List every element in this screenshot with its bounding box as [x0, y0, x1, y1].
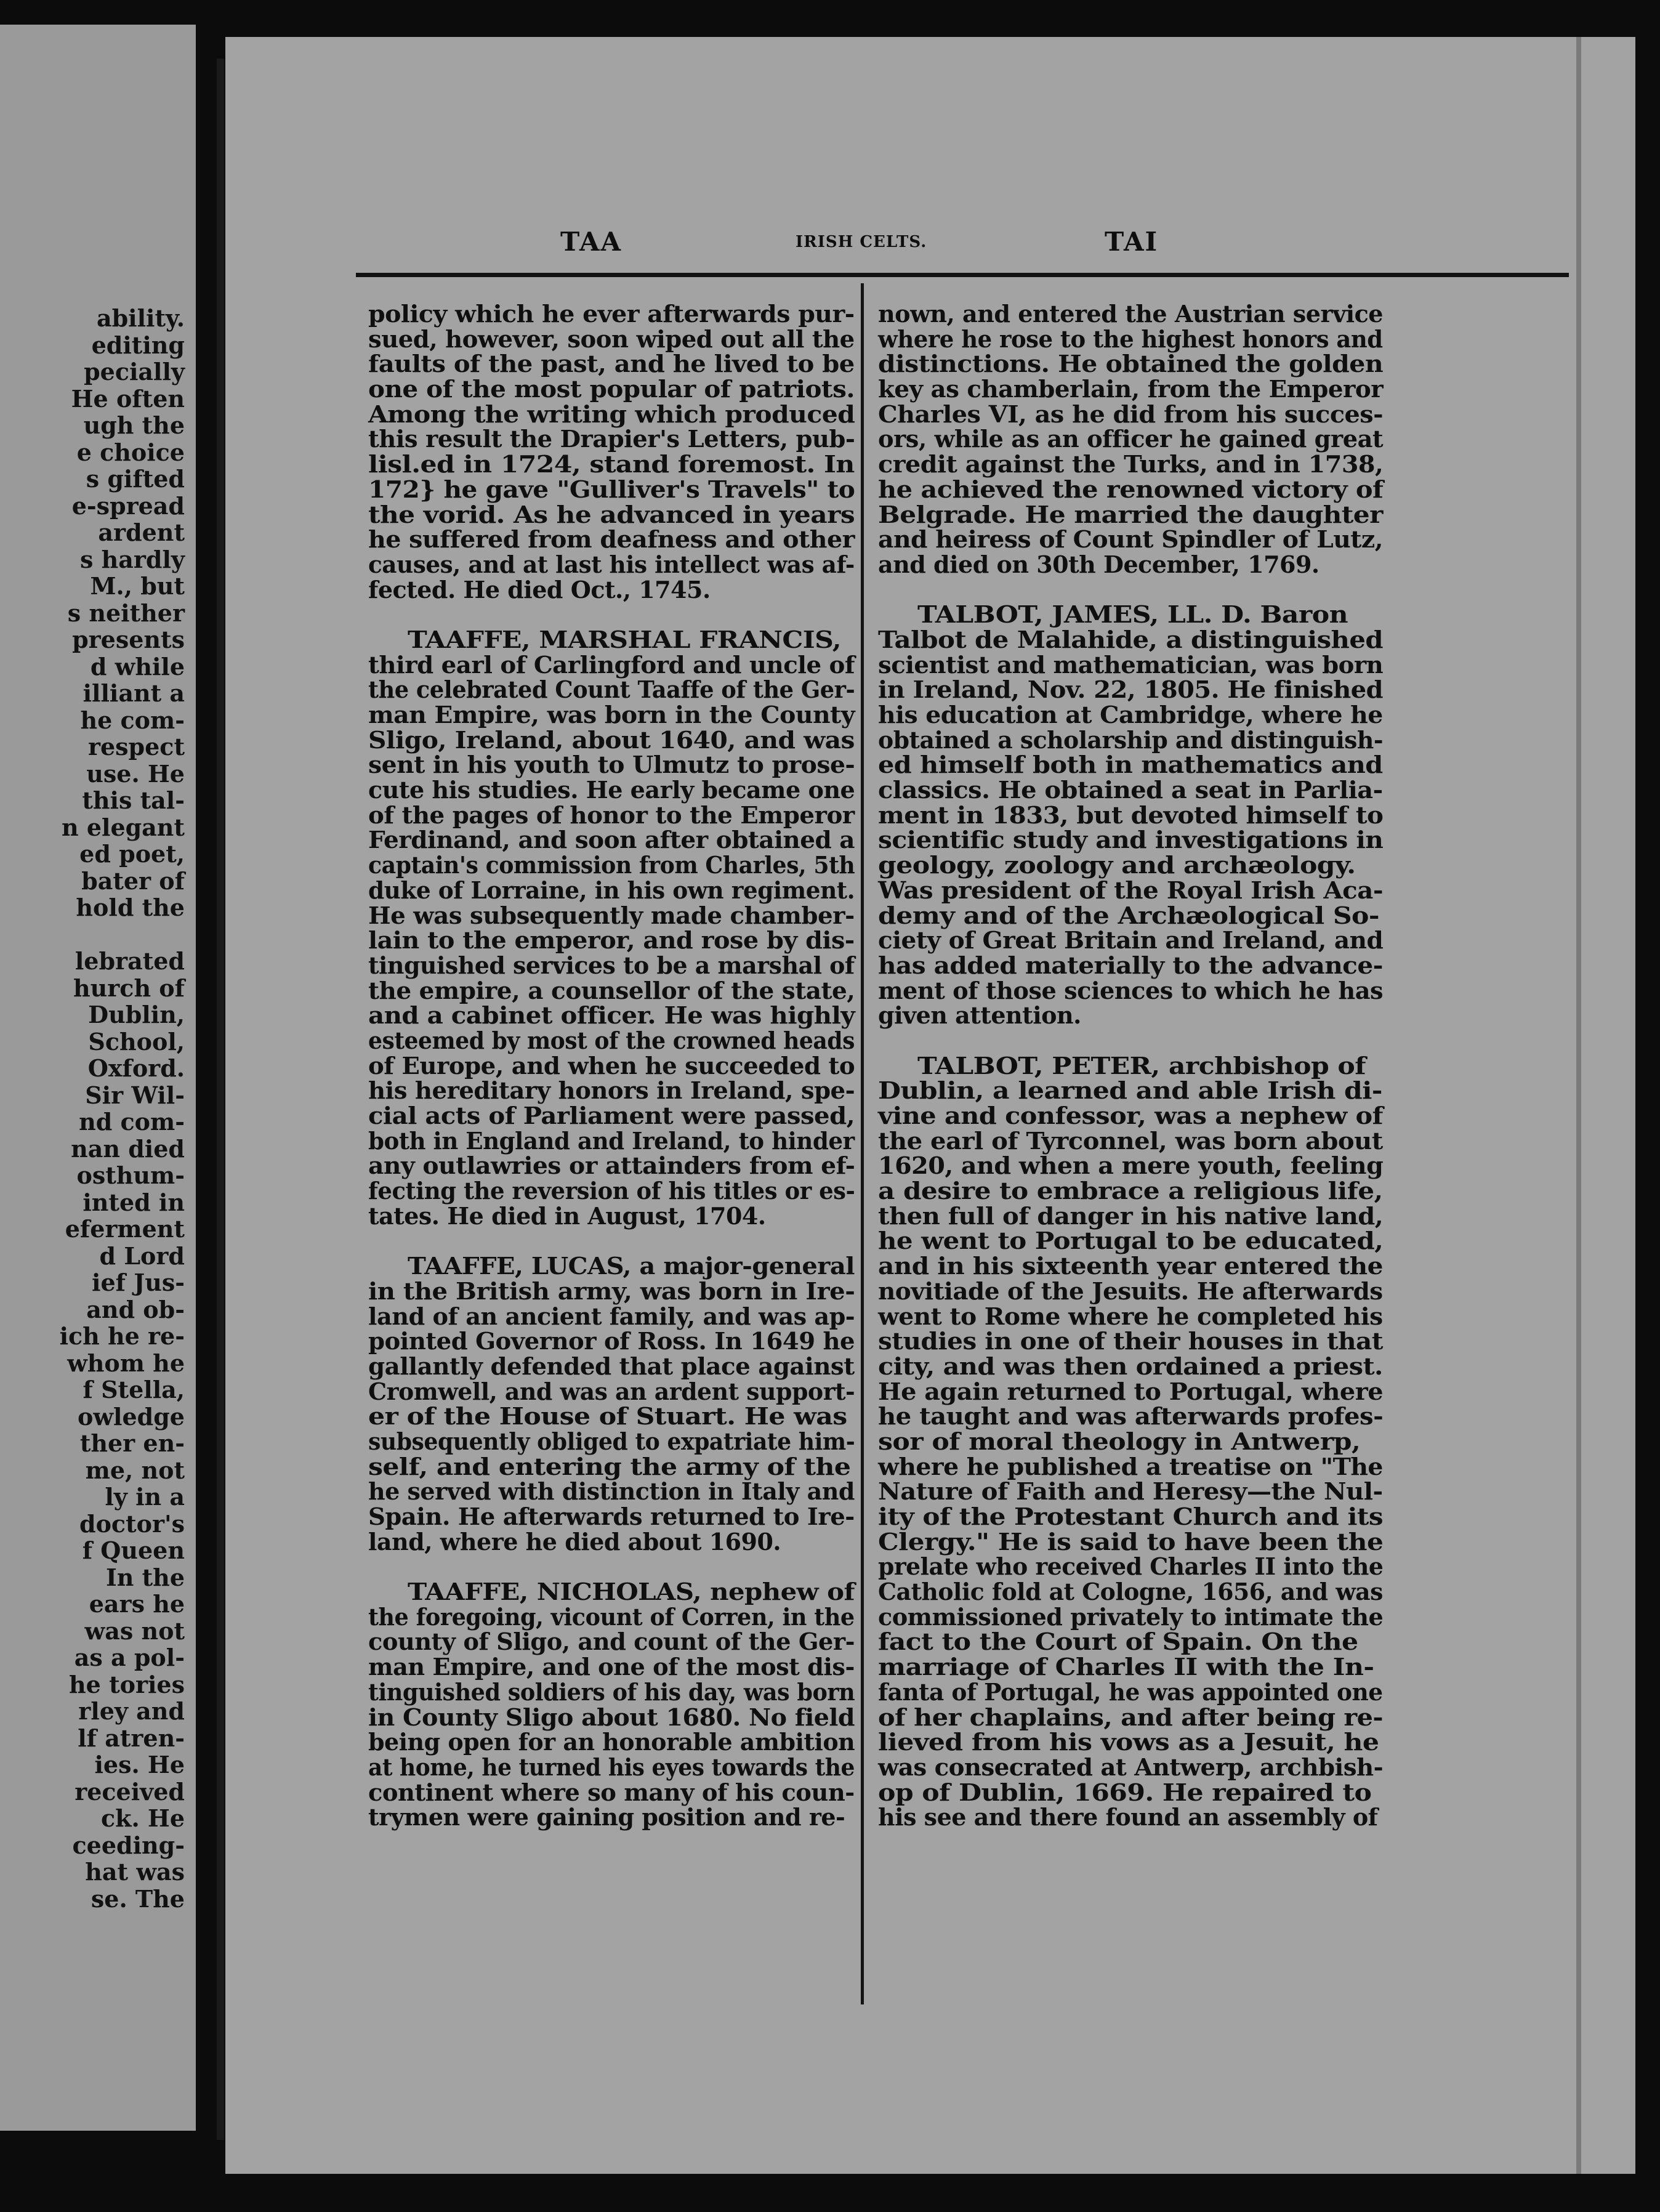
- fragment-line: f Stella,: [83, 1376, 185, 1403]
- paragraph-gap: [368, 602, 855, 628]
- text-line: both in England and Ireland, to hinder: [368, 1126, 855, 1155]
- fragment-line: He often: [71, 384, 185, 413]
- fragment-line: School,: [88, 1027, 185, 1056]
- text-line: TALBOT, PETER, archbishop of: [917, 1051, 1366, 1080]
- fragment-line: s gifted: [86, 465, 185, 493]
- text-line: he taught and was afterwards profes-: [878, 1402, 1384, 1431]
- text-line: the foregoing, vicount of Corren, in the: [368, 1602, 855, 1631]
- fragment-line: respect: [87, 733, 185, 761]
- running-head-title: IRISH CELTS.: [796, 233, 927, 251]
- fragment-line: nan died: [71, 1134, 185, 1163]
- text-line: Among the writing which produced: [368, 400, 855, 428]
- fragment-line: this tal-: [82, 786, 185, 814]
- text-line: his hereditary honors in Ireland, spe-: [368, 1076, 855, 1105]
- text-line: and heiress of Count Spindler of Lutz,: [878, 525, 1383, 554]
- text-line: demy and of the Archæological So-: [878, 901, 1379, 929]
- text-line: captain's commission from Charles, 5th: [368, 851, 855, 879]
- text-line: TALBOT, JAMES, LL. D. Baron: [917, 600, 1348, 629]
- fragment-line: osthum-: [76, 1161, 185, 1189]
- gutter-shadow: [217, 59, 224, 2140]
- text-line: Nature of Faith and Heresy—the Nul-: [878, 1477, 1383, 1506]
- text-line: ed himself both in mathematics and: [878, 751, 1383, 779]
- fragment-line: e choice: [76, 438, 185, 466]
- text-line: land, where he died about 1690.: [368, 1527, 781, 1556]
- text-line: the earl of Tyrconnel, was born about: [878, 1126, 1383, 1155]
- fragment-line: ich he re-: [59, 1322, 185, 1350]
- text-line: ors, while as an officer he gained great: [878, 425, 1384, 453]
- text-line: being open for an honorable ambition: [368, 1728, 855, 1756]
- text-line: Charles VI, as he did from his succes-: [878, 400, 1384, 428]
- text-line: pointed Governor of Ross. In 1649 he: [368, 1327, 855, 1355]
- fragment-line: lf atren-: [78, 1724, 185, 1752]
- text-line: novitiade of the Jesuits. He afterwards: [878, 1277, 1383, 1305]
- text-line: lisl.ed in 1724, stand foremost. In: [368, 450, 855, 478]
- text-line: vine and confessor, was a nephew of: [878, 1102, 1383, 1129]
- text-line: ciety of Great Britain and Ireland, and: [878, 926, 1384, 955]
- text-line: the empire, a counsellor of the state,: [368, 976, 855, 1004]
- text-line: of her chaplains, and after being re-: [878, 1703, 1384, 1731]
- text-line: cute his studies. He early became one: [368, 776, 855, 804]
- text-line: tates. He died in August, 1704.: [368, 1201, 766, 1230]
- text-line: given attention.: [878, 1001, 1081, 1030]
- text-line: duke of Lorraine, in his own regiment.: [368, 876, 855, 904]
- page-edge: [1576, 37, 1581, 2174]
- text-line: and a cabinet officer. He was highly: [368, 1001, 855, 1030]
- paragraph-gap: [368, 1554, 855, 1580]
- fragment-line: e-spread: [71, 491, 185, 520]
- text-line: He was subsequently made chamber-: [368, 901, 855, 929]
- fragment-line: rley and: [78, 1697, 185, 1725]
- fragment-line: Oxford.: [87, 1054, 185, 1082]
- text-line: subsequently obliged to expatriate him-: [368, 1427, 855, 1455]
- text-line: man Empire, and one of the most dis-: [368, 1653, 855, 1681]
- text-line: 172} he gave "Gulliver's Travels" to: [368, 475, 855, 503]
- fragment-line: he com-: [80, 706, 185, 734]
- fragment-line: Dublin,: [88, 1001, 185, 1028]
- text-line: Cromwell, and was an ardent support-: [368, 1377, 855, 1405]
- text-line: lain to the emperor, and rose by dis-: [368, 926, 855, 955]
- fragment-line: eferment: [65, 1215, 185, 1243]
- text-line: ment in 1833, but devoted himself to: [878, 801, 1384, 829]
- text-line: policy which he ever afterwards pur-: [368, 300, 855, 328]
- text-line: Catholic fold at Cologne, 1656, and was: [878, 1578, 1383, 1606]
- paragraph-gap: [878, 578, 1383, 603]
- fragment-line: Sir Wil-: [85, 1081, 185, 1109]
- text-line: in County Sligo about 1680. No field: [368, 1703, 855, 1731]
- text-line: esteemed by most of the crowned heads: [368, 1026, 855, 1054]
- text-line: TAAFFE, NICHOLAS, nephew of: [408, 1578, 855, 1606]
- text-line: tinguished soldiers of his day, was born: [368, 1677, 855, 1706]
- text-line: where he published a treatise on "The: [878, 1452, 1383, 1480]
- text-line: Sligo, Ireland, about 1640, and was: [368, 725, 855, 754]
- text-line: op of Dublin, 1669. He repaired to: [878, 1778, 1372, 1806]
- text-line: marriage of Charles II with the In-: [878, 1653, 1374, 1681]
- text-line: man Empire, was born in the County: [368, 701, 855, 729]
- fragment-line: inted in: [83, 1188, 185, 1216]
- text-line: at home, he turned his eyes towards the: [368, 1753, 855, 1781]
- text-line: credit against the Turks, and in 1738,: [878, 450, 1384, 478]
- fragment-line: lebrated: [75, 947, 185, 975]
- text-line: he served with distinction in Italy and: [368, 1477, 855, 1506]
- text-line: causes, and at last his intellect was af-: [368, 550, 855, 578]
- fragment-line: as a pol-: [74, 1644, 185, 1671]
- fragment-line: and ob-: [86, 1295, 185, 1323]
- book-page: [225, 37, 1635, 2174]
- fragment-line: se. The: [91, 1884, 185, 1913]
- text-line: his education at Cambridge, where he: [878, 701, 1383, 729]
- text-line: cial acts of Parliament were passed,: [368, 1102, 855, 1129]
- text-line: geology, zoology and archæology.: [878, 851, 1356, 879]
- text-line: the celebrated Count Taaffe of the Ger-: [368, 676, 855, 704]
- text-line: 1620, and when a mere youth, feeling: [878, 1152, 1384, 1180]
- fragment-line: whom he: [67, 1349, 185, 1377]
- text-line: scientific study and investigations in: [878, 826, 1384, 854]
- fragment-line: n elegant: [61, 813, 185, 841]
- text-line: Dublin, a learned and able Irish di-: [878, 1076, 1382, 1105]
- fragment-line: d Lord: [99, 1241, 185, 1270]
- text-line: sor of moral theology in Antwerp,: [878, 1427, 1361, 1455]
- fragment-line: In the: [106, 1563, 185, 1591]
- fragment-line: hat was: [85, 1858, 185, 1886]
- text-line: his see and there found an assembly of: [878, 1803, 1378, 1831]
- fragment-line: d while: [90, 652, 185, 680]
- text-line: city, and was then ordained a priest.: [878, 1352, 1383, 1380]
- text-line: a desire to embrace a religious life,: [878, 1177, 1383, 1205]
- text-line: he went to Portugal to be educated,: [878, 1227, 1384, 1255]
- text-line: scientist and mathematician, was born: [878, 650, 1384, 679]
- text-line: in Ireland, Nov. 22, 1805. He finished: [878, 676, 1384, 704]
- text-line: fected. He died Oct., 1745.: [368, 575, 711, 603]
- text-line: of Europe, and when he succeeded to: [368, 1051, 855, 1080]
- fragment-line: bater of: [81, 866, 185, 895]
- text-line: one of the most popular of patriots.: [368, 375, 855, 403]
- text-line: key as chamberlain, from the Emperor: [878, 375, 1384, 403]
- fragment-line: nd com-: [79, 1108, 185, 1136]
- text-line: of the pages of honor to the Emperor: [368, 801, 855, 829]
- text-line: fecting the reversion of his titles or es-: [368, 1177, 855, 1205]
- fragment-line: illiant a: [83, 679, 185, 707]
- text-line: then full of danger in his native land,: [878, 1201, 1384, 1230]
- running-head-right: TAI: [1105, 227, 1159, 257]
- fragment-line: ardent: [98, 519, 185, 546]
- fragment-line: me, not: [85, 1456, 185, 1484]
- fragment-line: hold the: [76, 894, 185, 921]
- text-line: fanta of Portugal, he was appointed one: [878, 1677, 1383, 1706]
- text-line: Talbot de Malahide, a distinguished: [878, 625, 1384, 653]
- fragment-line: he tories: [69, 1670, 185, 1698]
- fragment-line: f Queen: [82, 1536, 185, 1564]
- text-line: sued, however, soon wiped out all the: [368, 325, 855, 353]
- fragment-line: ceeding-: [72, 1831, 185, 1859]
- text-line: Clergy." He is said to have been the: [878, 1527, 1384, 1556]
- previous-page-fragment: [0, 25, 196, 2131]
- text-line: Spain. He afterwards returned to Ire-: [368, 1503, 855, 1530]
- fragment-line: ly in a: [105, 1483, 185, 1511]
- text-line: sent in his youth to Ulmutz to prose-: [368, 751, 855, 779]
- text-line: commissioned privately to intimate the: [878, 1602, 1384, 1631]
- fragment-line: owledge: [78, 1402, 185, 1431]
- fragment-line: use. He: [86, 759, 185, 788]
- paragraph-gap: [0, 921, 185, 948]
- text-line: any outlawries or attainders from ef-: [368, 1152, 855, 1180]
- text-line: distinctions. He obtained the golden: [878, 350, 1384, 378]
- text-line: ment of those sciences to which he has: [878, 976, 1384, 1004]
- text-line: in the British army, was born in Ire-: [368, 1277, 855, 1305]
- fragment-line: doctor's: [79, 1509, 185, 1538]
- fragment-line: s hardly: [80, 545, 185, 573]
- text-line: and died on 30th December, 1769.: [878, 550, 1320, 578]
- fragment-line: ears he: [89, 1590, 185, 1618]
- column-divider: [861, 283, 864, 2004]
- text-line: faults of the past, and he lived to be: [368, 350, 855, 378]
- paragraph-gap: [878, 1028, 1383, 1054]
- text-line: this result the Drapier's Letters, pub-: [368, 425, 855, 453]
- text-line: gallantly defended that place against: [368, 1352, 855, 1380]
- text-line: continent where so many of his coun-: [368, 1778, 855, 1806]
- text-line: Ferdinand, and soon after obtained a: [368, 826, 855, 854]
- text-line: prelate who received Charles II into the: [878, 1552, 1384, 1581]
- fragment-line: ies. He: [94, 1751, 185, 1778]
- text-line: Was president of the Royal Irish Aca-: [878, 876, 1384, 904]
- fragment-line: editing: [91, 331, 185, 359]
- text-line: the vorid. As he advanced in years: [368, 500, 855, 528]
- text-line: TAAFFE, MARSHAL FRANCIS,: [408, 625, 842, 653]
- fragment-line: pecially: [84, 358, 185, 385]
- fragment-line: ief Jus-: [92, 1269, 185, 1296]
- fragment-line: received: [75, 1777, 185, 1806]
- text-line: self, and entering the army of the: [368, 1452, 851, 1480]
- fragment-line: hurch of: [73, 974, 185, 1002]
- text-line: was consecrated at Antwerp, archbish-: [878, 1753, 1384, 1781]
- text-line: he suffered from deafness and other: [368, 525, 855, 554]
- fragment-line: ugh the: [83, 411, 185, 439]
- text-line: lieved from his vows as a Jesuit, he: [878, 1728, 1379, 1756]
- text-line: fact to the Court of Spain. On the: [878, 1628, 1358, 1656]
- text-line: trymen were gaining position and re-: [368, 1803, 845, 1831]
- text-line: went to Rome where he completed his: [878, 1302, 1383, 1330]
- running-head-left: TAA: [560, 227, 622, 257]
- text-line: and in his sixteenth year entered the: [878, 1252, 1383, 1280]
- fragment-line: was not: [84, 1617, 185, 1645]
- text-line: TAAFFE, LUCAS, a major-general: [408, 1252, 855, 1280]
- text-line: Belgrade. He married the daughter: [878, 500, 1383, 528]
- fragment-line: s neither: [67, 599, 185, 627]
- text-line: he achieved the renowned victory of: [878, 475, 1384, 503]
- fragment-line: ther en-: [79, 1429, 185, 1457]
- header-rule: [356, 273, 1569, 277]
- fragment-line: presents: [72, 626, 185, 653]
- text-line: tinguished services to be a marshal of: [368, 951, 855, 979]
- text-line: He again returned to Portugal, where: [878, 1377, 1384, 1405]
- text-line: land of an ancient family, and was ap-: [368, 1302, 855, 1330]
- paragraph-gap: [368, 1229, 855, 1254]
- text-line: classics. He obtained a seat in Parlia-: [878, 776, 1383, 804]
- text-column-right: [878, 302, 1383, 1830]
- text-line: has added materially to the advance-: [878, 951, 1383, 979]
- fragment-line: ck. He: [100, 1804, 185, 1832]
- text-line: ity of the Protestant Church and its: [878, 1503, 1384, 1530]
- text-line: er of the House of Stuart. He was: [368, 1402, 847, 1431]
- fragment-line: ed poet,: [79, 840, 185, 868]
- text-line: obtained a scholarship and distinguish-: [878, 725, 1384, 754]
- text-line: studies in one of their houses in that: [878, 1327, 1383, 1355]
- fragment-line: ability.: [96, 304, 185, 332]
- text-line: third earl of Carlingford and uncle of: [368, 650, 855, 679]
- text-column-left: [368, 302, 855, 1830]
- text-line: nown, and entered the Austrian service: [878, 300, 1383, 328]
- text-line: where he rose to the highest honors and: [878, 325, 1383, 353]
- text-line: county of Sligo, and count of the Ger-: [368, 1628, 855, 1656]
- fragment-line: M., but: [90, 572, 185, 600]
- previous-page-text: [0, 305, 185, 1912]
